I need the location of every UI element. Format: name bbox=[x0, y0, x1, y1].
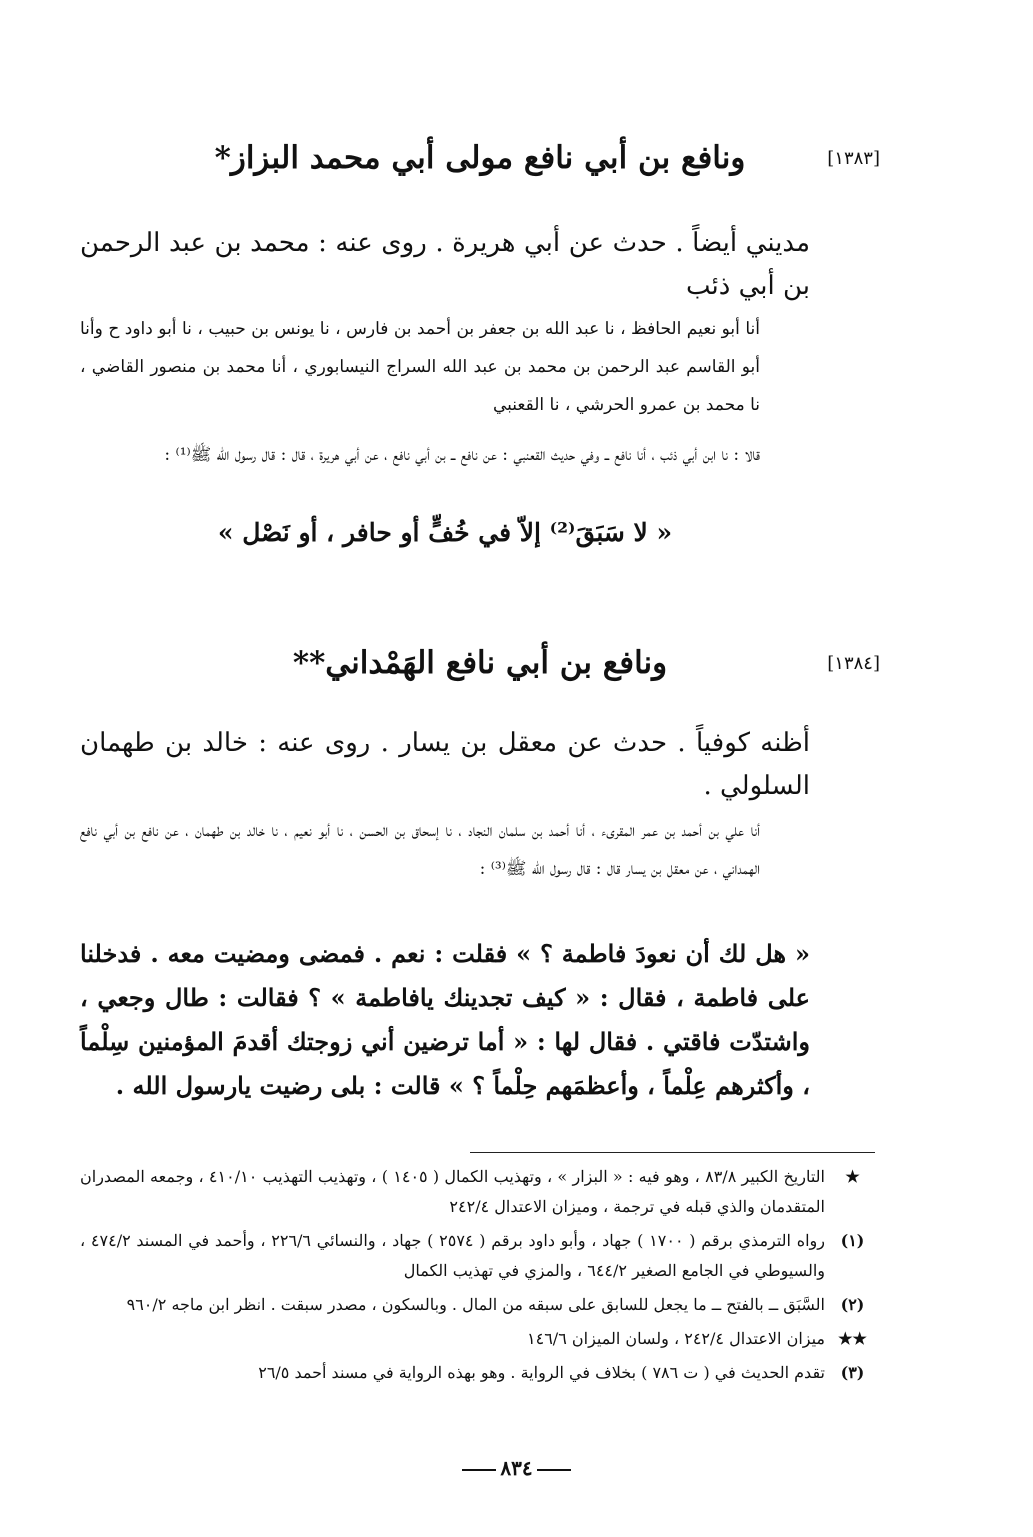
footnote-mark: ★★ bbox=[838, 1329, 867, 1348]
footnote-divider bbox=[470, 1152, 875, 1153]
footnote-text: التاريخ الكبير ٨٣/٨ ، وهو فيه : « البزار » ، وتهذيب الكمال ( ١٤٠٥ ) ، وتهذيب التهذيب ٤١٠/١٠ ، وجمعه المصدران المتقدمان والذي قبله في ترجمة ، وميزان الاعتدال ٢٤٢/٤ bbox=[80, 1167, 825, 1216]
page-number bbox=[0, 1456, 1033, 1480]
footnote-mark: (٣) bbox=[840, 1363, 865, 1382]
footnote-mark: (٢) bbox=[840, 1295, 865, 1314]
footnote-text: تقدم الحديث في ( ت ٧٨٦ ) بخلاف في الرواية . وهو بهذه الرواية في مسند أحمد ٢٦/٥ bbox=[258, 1363, 825, 1382]
entry-title: ونافع بن أبي نافع مولى أبي محمد البزاز* bbox=[214, 140, 746, 176]
entry-number: [١٣٨٤] bbox=[827, 653, 880, 674]
footnote bbox=[80, 1290, 880, 1320]
entry-intro: أظنه كوفياً . حدث عن معقل بن يسار . روى عنه : خالد بن طهمان السلولي . bbox=[80, 728, 810, 801]
footnote bbox=[80, 1226, 880, 1286]
isnad-paragraph: أنا علي بن أحمد بن عمر المقرىء ، أنا أحمد بن سلمان النجاد ، نا إسحاق بن الحسن ، نا أبو نعيم ، نا خالد بن طهمان ، عن نافع بن أبي نافع الهمداني ، عن معقل بن يسار قال : قال رسول الله ﷺ⁽³⁾ : bbox=[80, 821, 760, 879]
footnote bbox=[80, 1358, 880, 1388]
isnad-paragraph: قالا : نا ابن أبي ذئب ، أنا نافع ــ وفي حديث القعنبي : عن نافع ــ بن أبي نافع ، عن أبي هريرة ، قال : قال رسول الله ﷺ⁽¹⁾ : bbox=[164, 445, 760, 465]
hadith-text: « هل لك أن نعودَ فاطمة ؟ » فقلت : نعم . فمضى ومضيت معه . فدخلنا على فاطمة ، فقال : « كيف تجدينك يافاطمة » ؟ فقالت : طال وجعي ، واشتدّت فاقتي . فقال لها : « أما ترضين أني زوجتك أقدمَ المؤمنين سِلْماً ، وأكثرهم عِلْماً ، وأعظمَهم حِلْماً ؟ » قالت : بلى رضيت يارسول الله . bbox=[80, 939, 810, 1100]
footnote bbox=[80, 1324, 880, 1354]
entry-header bbox=[80, 140, 880, 190]
footnote-text: ميزان الاعتدال ٢٤٢/٤ ، ولسان الميزان ١٤٦/٦ bbox=[527, 1329, 825, 1348]
footnotes bbox=[80, 1162, 880, 1392]
page-number-dash bbox=[537, 1469, 571, 1471]
footnote bbox=[80, 1162, 880, 1222]
footnote-text: السَّبَق ــ بالفتح ــ ما يجعل للسابق على سبقه من المال . وبالسكون ، مصدر سبقت . انظر ابن ماجه ٩٦٠/٢ bbox=[126, 1295, 825, 1314]
entry-number: [١٣٨٣] bbox=[827, 148, 880, 169]
entry-header bbox=[80, 645, 880, 695]
footnote-text: رواه الترمذي برقم ( ١٧٠٠ ) جهاد ، وأبو داود برقم ( ٢٥٧٤ ) جهاد ، والنسائي ٢٢٦/٦ ، وأحمد في المسند ٤٧٤/٢ ، والسيوطي في الجامع الصغير ٦٤٤/٢ ، والمزي في تهذيب الكمال bbox=[80, 1231, 826, 1280]
hadith-text: « لا سَبَقَ⁽²⁾ إلاّ في خُفٍّ أو حافر ، أو نَصْل » bbox=[217, 518, 673, 547]
page-number-dash bbox=[462, 1469, 496, 1471]
entry-title: ونافع بن أبي نافع الهَمْداني** bbox=[292, 645, 668, 681]
entry-intro: مديني أيضاً . حدث عن أبي هريرة . روى عنه : محمد بن عبد الرحمن بن أبي ذئب bbox=[80, 228, 810, 301]
isnad-paragraph: أنا أبو نعيم الحافظ ، نا عبد الله بن جعفر بن أحمد بن فارس ، نا يونس بن حبيب ، نا أبو داود ح وأنا أبو القاسم عبد الرحمن بن محمد بن عبد الله السراج النيسابوري ، أنا محمد بن منصور القاضي ، نا محمد بن عمرو الحرشي ، نا القعنبي bbox=[80, 319, 760, 415]
footnote-mark: ★ bbox=[845, 1167, 860, 1186]
footnote-mark: (١) bbox=[840, 1231, 865, 1250]
page-number-value: ٨٣٤ bbox=[500, 1456, 533, 1480]
